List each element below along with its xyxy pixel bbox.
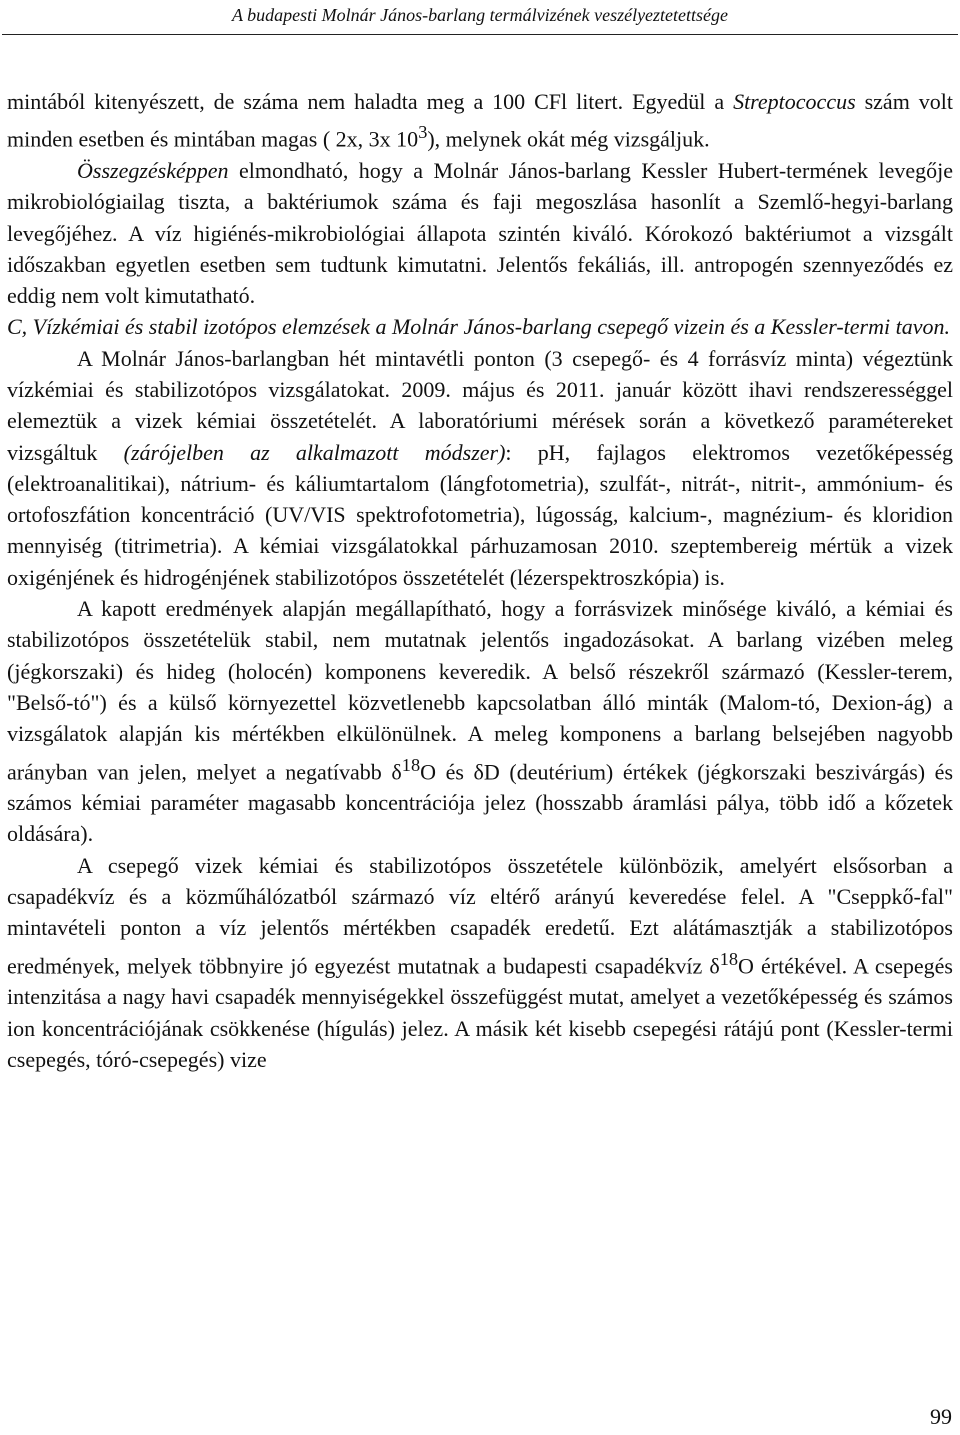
paragraph-summary bbox=[7, 155, 953, 311]
header-divider bbox=[2, 34, 958, 35]
running-header: A budapesti Molnár János-barlang termálvizének veszélyeztetettsége bbox=[231, 5, 729, 25]
p1-exponent: 3 bbox=[418, 122, 428, 143]
p1-text-3: ), melynek okát még vizsgáljuk. bbox=[427, 126, 710, 152]
results-text-1: A kapott eredmények alapján megállapítható, hogy a forrásvizek minősége kiváló, a kémiai és stabilizotópos összetételük stabil, nem mutatnak jelentős ingadozásokat. A barlang vizében meleg (jégkorszaki) és hideg (holocén) komponens keveredik. A belső részekről származó (Kessler-terem, "Belső-tó") és a külső környezettel közvetlenebb kapcsolatban álló minták (Malom-tó, Dexion-ág) a vizsgálatok alapján kis mértékben elkülönülnek. A meleg komponens a barlang belsejében nagyobb arányban van jelen, melyet a negatívabb δ bbox=[7, 596, 953, 784]
methods-text-1: A Molnár János-barlangban hét mintavétli ponton (3 csepegő- és 4 forrásvíz minta) végeztünk vízkémiai és stabilizotópos vizsgálatokat. 2009. május és 2011. január között ihavi rendszerességgel elemeztük a vizek kémiai összetételét. A laboratóriumi mérések során a következő paramétereket vizsgáltuk bbox=[7, 345, 953, 465]
p1-text-1: mintából kitenyészett, de száma nem haladta meg a 100 CFl litert. Egyedül a bbox=[7, 89, 734, 114]
paragraph-continuation bbox=[7, 86, 953, 155]
methods-italic-note: (zárójelben az alkalmazott módszer) bbox=[123, 439, 506, 465]
section-heading-text: C, Vízkémiai és stabil izotópos elemzések a Molnár János-barlang csepegő vizein és a Kessler-termi tavon. bbox=[7, 314, 950, 340]
summary-text: elmondható, hogy a Molnár János-barlang Kessler Hubert-termének levegője mikrobiológiailag tiszta, a baktériumok száma és faji megoszlása hasonlít a Szemlő-hegyi-barlang levegőjéhez. A víz higiénés-mikrobiológiai állapota szintén kiváló. Kórokozó baktériumot a vizsgált időszakban egyetlen esetben sem tudtunk kimutatni. Jelentős fekáliás, ill. antropogén szennyeződés ez eddig nem volt kimutatható. bbox=[7, 157, 953, 309]
page-number: 99 bbox=[930, 1404, 952, 1429]
p1-genus-name: Streptococcus bbox=[733, 89, 856, 114]
section-heading bbox=[7, 311, 953, 342]
drip-text-2: O értékével. A csepegés intenzitása a nagy havi csapadék mennyiségekkel összefüggést mutat, amelyet a vezetőképesség és számos ion koncentrációjának csökkenése (hígulás) jelez. A másik két kisebb csepegési rátájú pont (Kessler-termi csepegés, tóró-csepegés) vize bbox=[7, 953, 953, 1072]
drip-isotope-mass: 18 bbox=[719, 948, 739, 969]
summary-lead-word: Összegzésképpen bbox=[77, 157, 229, 183]
page-body bbox=[7, 86, 953, 1075]
results-isotope-mass: 18 bbox=[401, 754, 421, 775]
paragraph-drip-water bbox=[7, 850, 953, 1075]
methods-text-2: : pH, fajlagos elektromos vezetőképesség (elektroanalitikai), nátrium- és káliumtartalom (lángfotometria), szulfát-, nitrát-, nitrit-, ammónium- és ortofoszfátion koncentráció (UV/VIS spektrofotometria), lúgosság, kalcium-, magnézium- és kloridion mennyiség (titrimetria). A kémiai vizsgálatokkal párhuzamosan 2010. szeptembereig mértük a vizek oxigénjének és hidrogénjének stabilizotópos összetételét (lézerspektroszkópia) is. bbox=[7, 439, 953, 590]
drip-text-1: A csepegő vizek kémiai és stabilizotópos összetétele különbözik, amelyért elsősorban a csapadékvíz és a közműhálózatból származó víz eltérő arányú keveredése felel. A "Cseppkő-fal" mintavételi ponton a víz jelentős mértékben csapadék eredetű. Ezt alátámasztják a stabilizotópos eredmények, melyek többnyire jó egyezést mutatnak a budapesti csapadékvíz δ bbox=[7, 852, 953, 978]
paragraph-results bbox=[7, 593, 953, 850]
paragraph-methods bbox=[7, 343, 953, 593]
p1-text-2: szám volt minden esetben és mintában magas ( 2x, 3x 10 bbox=[7, 89, 953, 152]
results-text-2: O és δD (deutérium) értékek (jégkorszaki beszivárgás) és számos kémiai paraméter magasabb koncentrációja jelez (hosszabb áramlási pálya, több idő a kőzetek oldására). bbox=[7, 758, 954, 847]
